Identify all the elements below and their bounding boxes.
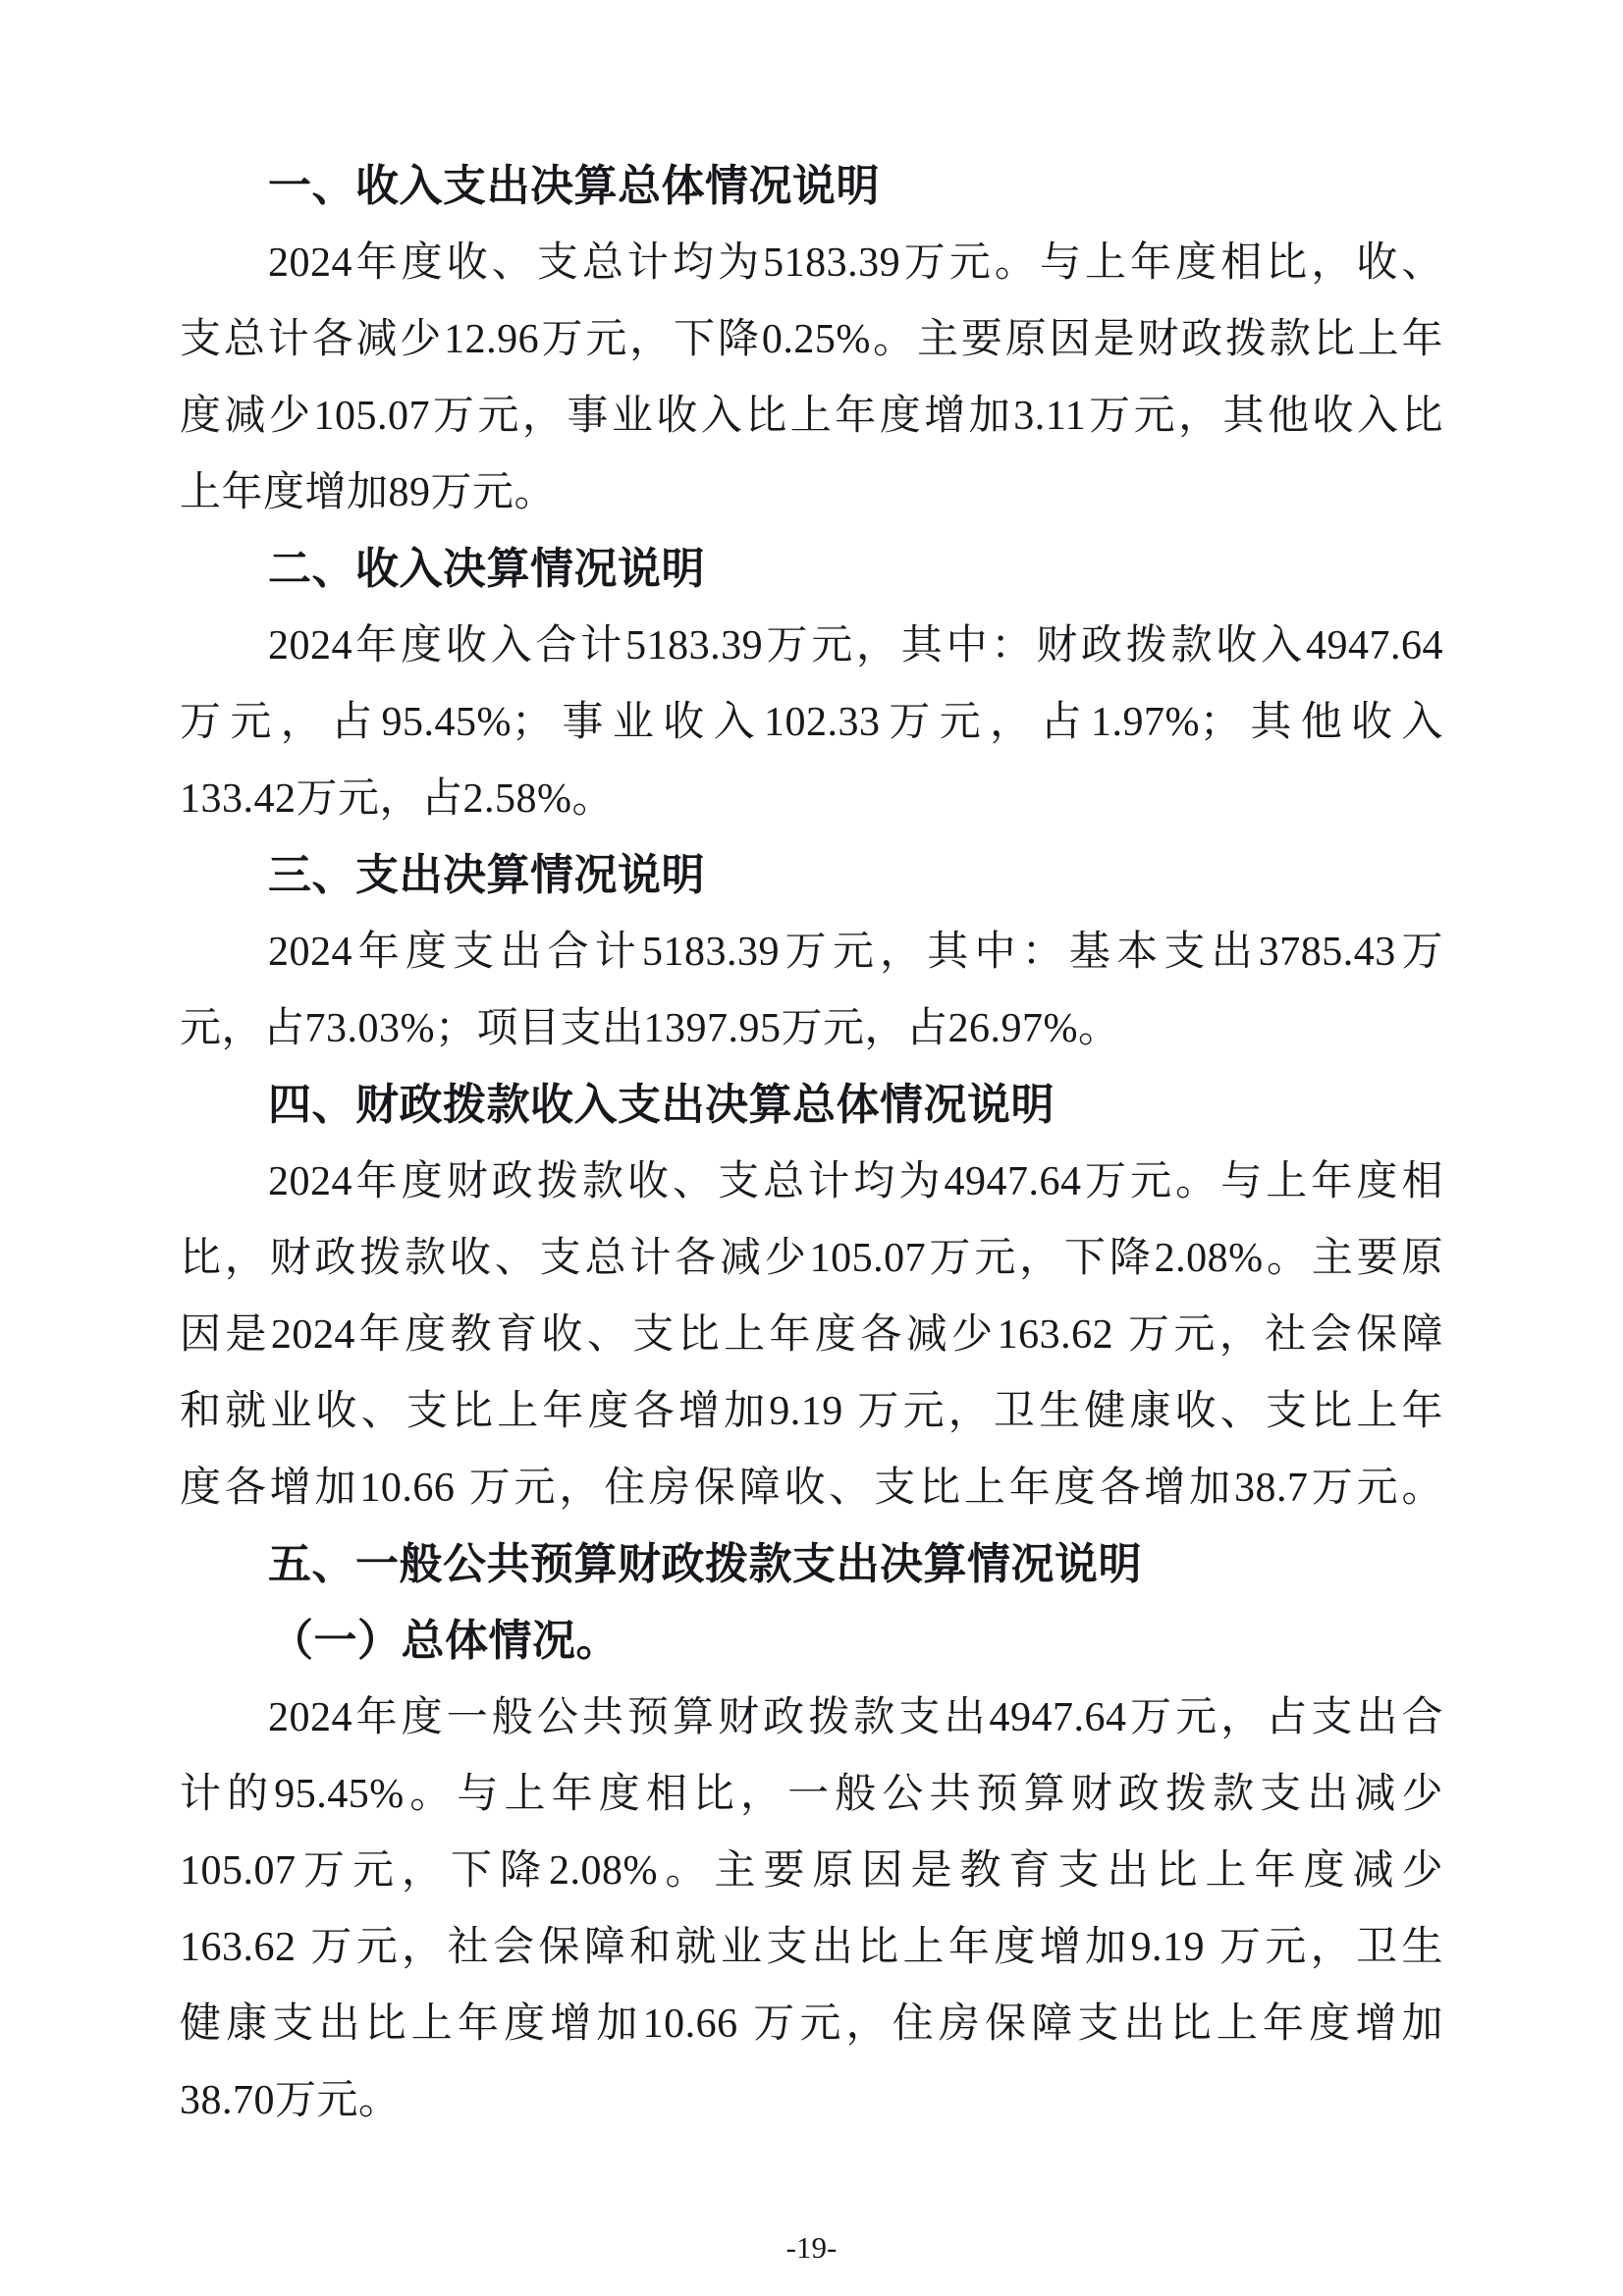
paragraph-line: 2024年度一般公共预算财政拨款支出4947.64万元，占支出合 <box>268 1695 1443 1740</box>
paragraph-line: 2024年度财政拨款收、支总计均为4947.64万元。与上年度相 <box>268 1159 1443 1204</box>
paragraph-line: 因是2024年度教育收、支比上年度各减少163.62 万元，社会保障 <box>180 1312 1443 1358</box>
paragraph-line: 2024年度收、支总计均为5183.39万元。与上年度相比，收、 <box>268 240 1443 286</box>
paragraph-line: 2024年度收入合计5183.39万元，其中：财政拨款收入4947.64 <box>268 623 1443 668</box>
section-heading: 一、收入支出决算总体情况说明 <box>268 162 880 210</box>
section-heading: 四、财政拨款收入支出决算总体情况说明 <box>268 1081 1055 1129</box>
document-body <box>180 148 1443 2139</box>
paragraph-line: 万元，占95.45%；事业收入102.33万元，占1.97%；其他收入 <box>180 700 1443 745</box>
sub-heading: （一）总体情况。 <box>270 1617 620 1665</box>
paragraph-line: 38.70万元。 <box>180 2078 401 2123</box>
paragraph-line: 上年度增加89万元。 <box>180 470 557 515</box>
paragraph-line: 和就业收、支比上年度各增加9.19 万元，卫生健康收、支比上年 <box>180 1389 1443 1434</box>
page-number: -19- <box>785 2230 838 2265</box>
paragraph-line: 比，财政拨款收、支总计各减少105.07万元，下降2.08%。主要原 <box>180 1236 1443 1281</box>
paragraph-line: 度减少105.07万元，事业收入比上年度增加3.11万元，其他收入比 <box>180 394 1443 439</box>
section-heading: 五、一般公共预算财政拨款支出决算情况说明 <box>268 1540 1142 1588</box>
section-heading: 三、支出决算情况说明 <box>268 851 705 899</box>
section-heading: 二、收入决算情况说明 <box>268 545 705 593</box>
paragraph-line: 163.62 万元，社会保障和就业支出比上年度增加9.19 万元，卫生 <box>180 1925 1443 1970</box>
paragraph-line: 元，占73.03%；项目支出1397.95万元，占26.97%。 <box>180 1006 1120 1051</box>
paragraph-line: 105.07万元，下降2.08%。主要原因是教育支出比上年度减少 <box>180 1848 1443 1894</box>
paragraph-line: 支总计各减少12.96万元，下降0.25%。主要原因是财政拨款比上年 <box>180 317 1443 362</box>
paragraph-line: 133.42万元，占2.58%。 <box>180 776 614 822</box>
paragraph-line: 健康支出比上年度增加10.66 万元，住房保障支出比上年度增加 <box>180 2002 1443 2047</box>
paragraph-line: 2024年度支出合计5183.39万元，其中：基本支出3785.43万 <box>268 930 1443 975</box>
paragraph-line: 度各增加10.66 万元，住房保障收、支比上年度各增加38.7万元。 <box>180 1466 1443 1511</box>
paragraph-line: 计的95.45%。与上年度相比，一般公共预算财政拨款支出减少 <box>180 1772 1443 1817</box>
